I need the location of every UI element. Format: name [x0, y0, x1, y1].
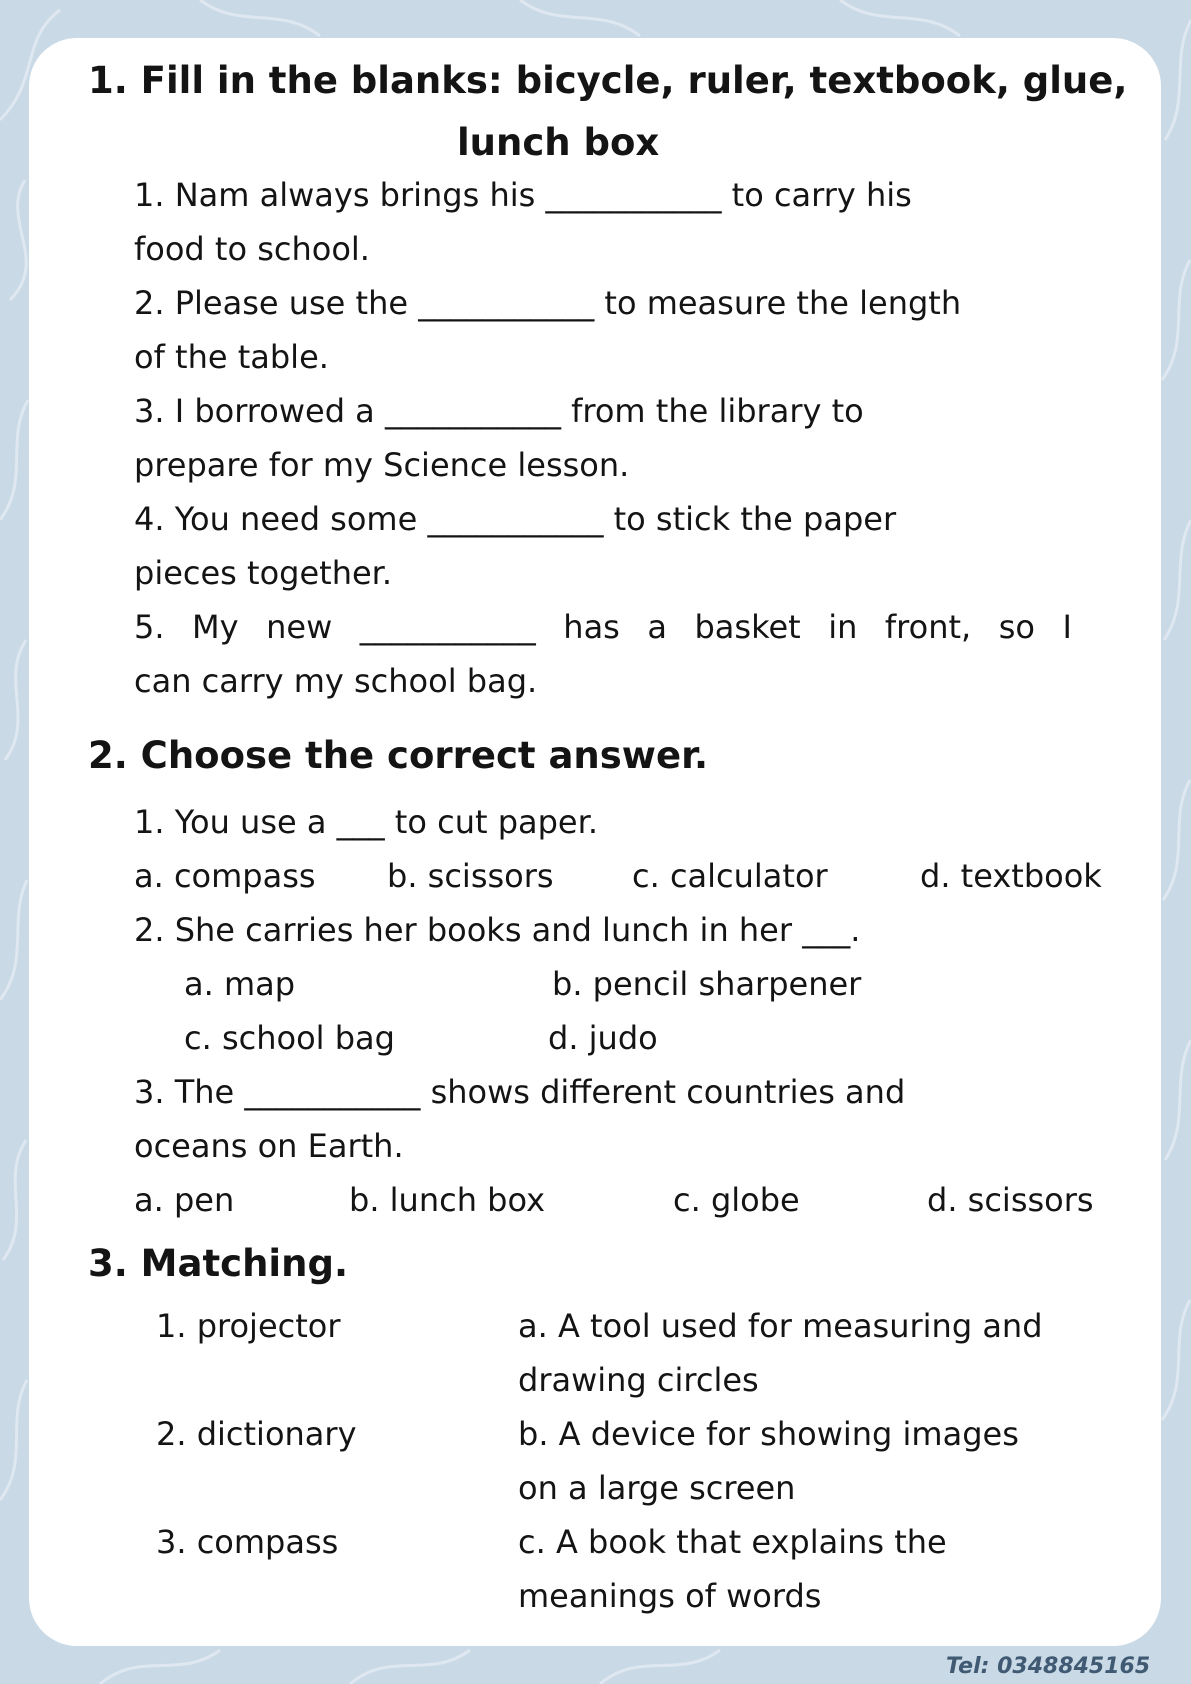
mc-q2-option-b: b. pencil sharpener [552, 965, 862, 1003]
word: new [266, 608, 333, 646]
matching-left-1: 1. projector [156, 1307, 341, 1345]
fill-blank-4-line2: pieces together. [134, 554, 393, 592]
matching-left-3: 3. compass [156, 1523, 339, 1561]
matching-left-2: 2. dictionary [156, 1415, 357, 1453]
fill-blank-3-line1: 3. I borrowed a ___________ from the library to [134, 392, 864, 430]
word: I [1062, 608, 1072, 646]
word: a [647, 608, 667, 646]
mc-question-1: 1. You use a ___ to cut paper. [134, 803, 598, 841]
word: 5. [134, 608, 165, 646]
mc-q2-option-c: c. school bag [184, 1019, 395, 1057]
mc-q1-option-b: b. scissors [387, 857, 554, 895]
section-1-title-continued: lunch box [457, 121, 660, 164]
matching-right-b-line1: b. A device for showing images [518, 1415, 1019, 1453]
blank: ___________ [359, 608, 536, 646]
word: My [192, 608, 239, 646]
mc-question-2: 2. She carries her books and lunch in her ___. [134, 911, 861, 949]
word: has [563, 608, 620, 646]
word: so [998, 608, 1035, 646]
word: in [828, 608, 858, 646]
fill-blank-2-line2: of the table. [134, 338, 329, 376]
mc-question-3-line2: oceans on Earth. [134, 1127, 404, 1165]
mc-question-3-line1: 3. The ___________ shows different countries and [134, 1073, 906, 1111]
footer-telephone: Tel: 0348845165 [946, 1654, 1151, 1679]
matching-right-b-line2: on a large screen [518, 1469, 796, 1507]
mc-q3-option-c: c. globe [673, 1181, 800, 1219]
mc-q1-option-c: c. calculator [632, 857, 828, 895]
matching-right-c-line1: c. A book that explains the [518, 1523, 947, 1561]
fill-blank-2-line1: 2. Please use the ___________ to measure the length [134, 284, 962, 322]
section-2-title: 2. Choose the correct answer. [88, 734, 709, 777]
fill-blank-5-line2: can carry my school bag. [134, 662, 538, 700]
word: front, [884, 608, 972, 646]
section-1-title: 1. Fill in the blanks: bicycle, ruler, textbook, glue, [88, 59, 1128, 102]
fill-blank-3-line2: prepare for my Science lesson. [134, 446, 630, 484]
mc-q3-option-d: d. scissors [927, 1181, 1094, 1219]
matching-right-a-line1: a. A tool used for measuring and [518, 1307, 1043, 1345]
mc-q1-option-a: a. compass [134, 857, 316, 895]
fill-blank-4-line1: 4. You need some ___________ to stick the paper [134, 500, 897, 538]
mc-q2-option-a: a. map [184, 965, 296, 1003]
fill-blank-5-line1 [134, 600, 1072, 654]
mc-q3-option-b: b. lunch box [349, 1181, 545, 1219]
mc-q2-option-d: d. judo [548, 1019, 658, 1057]
section-3-title: 3. Matching. [88, 1242, 348, 1285]
fill-blank-1-line1: 1. Nam always brings his ___________ to carry his [134, 176, 912, 214]
mc-q3-option-a: a. pen [134, 1181, 235, 1219]
matching-right-a-line2: drawing circles [518, 1361, 759, 1399]
matching-right-c-line2: meanings of words [518, 1577, 822, 1615]
fill-blank-1-line2: food to school. [134, 230, 370, 268]
word: basket [694, 608, 801, 646]
mc-q1-option-d: d. textbook [920, 857, 1102, 895]
